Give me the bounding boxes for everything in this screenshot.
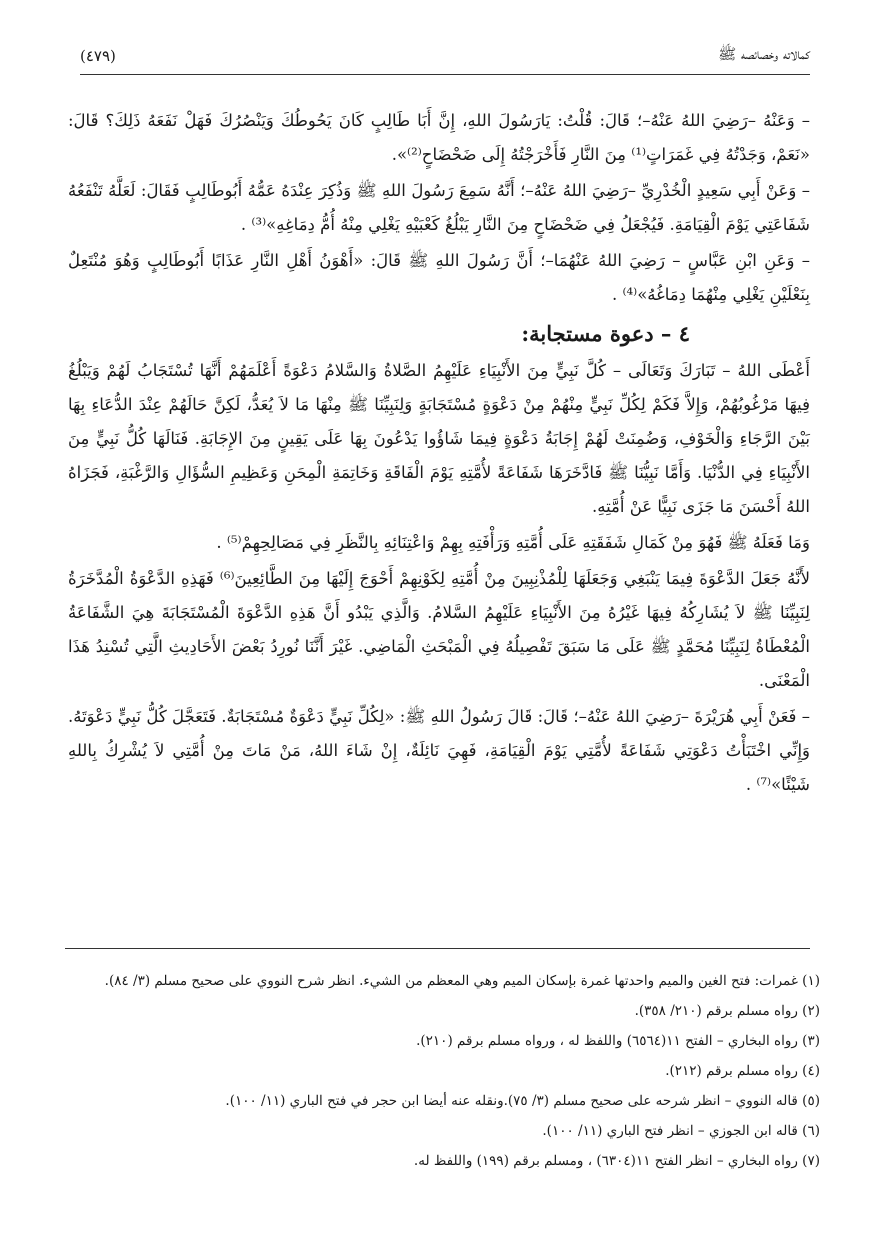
footnote-2: (٢) رواه مسلم برقم (٢١٠/ ٣٥٨). (634, 1003, 820, 1019)
paragraph-hadith-3: – وَعَنِ ابْنِ عَبَّاسٍ – رَضِيَ اللهُ عَنْهُمَا–؛ أَنَّ رَسُولَ اللهِ ﷺ قَالَ: «أَهْوَنُ أَهْلِ النَّارِ عَذَابًا أَبُوطَالِبٍ وَهُوَ مُنْتَعِلٌ بِنَعْلَيْنِ يَغْلِي مِنْهُمَا دِمَاغُهُ»⁽⁴⁾ . (68, 251, 810, 304)
paragraph-hadith-4: – فَعَنْ أَبِي هُرَيْرَةَ –رَضِيَ اللهُ عَنْهُ–؛ قَالَ: قَالَ رَسُولُ اللهِ ﷺ: «لِكُلِّ نَبِيٍّ دَعْوَةٌ مُسْتَجَابَةٌ. فَتَعَجَّلَ كُلُّ نَبِيٍّ دَعْوَتَهُ. وَإِنِّي اخْتَبَأْتُ دَعْوَتِي شَفَاعَةً لأُمَّتِي يَوْمَ الْقِيَامَةِ، فَهِيَ نَائِلَةٌ، إِنْ شَاءَ اللهُ، مَنْ مَاتَ مِنْ أُمَّتِي لاَ يُشْرِكُ بِاللهِ شَيْئًا»⁽⁷⁾ . (68, 707, 810, 794)
paragraph-hadith-1: – وَعَنْهُ –رَضِيَ اللهُ عَنْهُ–؛ قَالَ: قُلْتُ: يَارَسُولَ اللهِ، إِنَّ أَبَا طَالِبٍ كَانَ يَحُوطُكَ وَيَنْصُرُكَ فَهَلْ نَفَعَهُ ذَلِكَ؟ قَالَ: «نَعَمْ، وَجَدْتُهُ فِي غَمَرَاتٍ⁽¹⁾ مِنَ النَّارِ فَأَخْرَجْتُهُ إِلَى ضَحْضَاحٍ⁽²⁾». (68, 111, 810, 164)
footnote-rule (65, 948, 810, 949)
header-rule (80, 74, 810, 75)
paragraph-compassion: وَمَا فَعَلَهُ ﷺ فَهُوَ مِنْ كَمَالِ شَفَقَتِهِ عَلَى أُمَّتِهِ وَرَأْفَتِهِ بِهِمْ وَاعْتِنَائِهِ بِالنَّظَرِ فِي مَصَالِحِهِمْ⁽⁵⁾ . (216, 533, 810, 552)
footnote-6: (٦) قاله ابن الجوزي – انظر فتح الباري (١١/ ١٠٠). (542, 1123, 820, 1139)
footnotes (70, 966, 820, 1176)
paragraph-explanation: لأَنَّهُ جَعَلَ الدَّعْوَةَ فِيمَا يَنْبَغِي وَجَعَلَهَا لِلْمُذْنِبِينَ مِنْ أُمَّتِهِ لِكَوْنِهِمْ أَحْوَجَ إِلَيْهَا مِنَ الطَّائِعِينَ⁽⁶⁾ فَهَذِهِ الدَّعْوَةُ الْمُدَّخَرَةُ لِنَبِيِّنَا ﷺ لاَ يُشَارِكُهُ فِيهَا غَيْرُهُ مِنَ الأَنْبِيَاءِ عَلَيْهِمُ السَّلامُ. وَالَّذِي يَبْدُو أَنَّ هَذِهِ الدَّعْوَةَ الْمُسْتَجَابَةَ هِيَ الشَّفَاعَةُ الْمُعْطَاةُ لِنَبِيِّنَا مُحَمَّدٍ ﷺ عَلَى مَا سَبَقَ تَفْصِيلُهُ فِي الْمَبْحَثِ الْمَاضِي. غَيْرَ أَنَّنَا نُورِدُ بَعْضَ الأَحَادِيثِ الَّتِي تُسْنِدُ هَذَا الْمَعْنَى. (68, 569, 810, 690)
page-number: (٤٧٩) (80, 47, 116, 65)
footnote-1: (١) غمرات: فتح الغين والميم واحدتها غمرة بإسكان الميم وهي المعظم من الشيء. انظر شرح النووي على صحيح مسلم (٣/ ٨٤). (104, 973, 820, 989)
footnote-7: (٧) رواه البخاري – انظر الفتح ١١(٦٣٠٤) ، ومسلم برقم (١٩٩) واللفظ له. (413, 1153, 820, 1169)
section-heading: ٤ – دعوة مستجابة: (521, 321, 690, 346)
paragraph-intro: أَعْطَى اللهُ – تَبَارَكَ وَتَعَالَى – كُلَّ نَبِيٍّ مِنَ الأَنْبِيَاءِ عَلَيْهِمُ الصَّلاةُ وَالسَّلامُ دَعْوَةً أَعْلَمَهُمْ أَنَّهَا تُسْتَجَابُ لَهُمْ وَيَبْلُغُ فِيهَا مَرْغُوبُهُمْ، وَإِلاَّ فَكَمْ لِكُلِّ نَبِيٍّ مِنْهُمْ مِنْ دَعْوَةٍ مُسْتَجَابَةٍ وَلِنَبِيِّنَا ﷺ مِنْهَا مَا لاَ يُعَدُّ، لَكِنَّ حَالَهُمْ عِنْدَ الدُّعَاءِ بِهَا بَيْنَ الرَّجَاءِ وَالْخَوْفِ، وَضُمِنَتْ لَهُمْ إِجَابَةُ دَعْوَةٍ فِيمَا شَاؤُوا يَدْعُونَ بِهَا عَلَى يَقِينٍ مِنَ الإِجَابَةِ. فَنَالَهَا كُلُّ نَبِيٍّ مِنَ الأَنْبِيَاءِ فِي الدُّنْيَا. وَأَمَّا نَبِيُّنَا ﷺ فَادَّخَرَهَا شَفَاعَةً لأُمَّتِهِ يَوْمَ الْفَاقَةِ وَخَاتِمَةِ الْمِحَنِ وَعَظِيمِ السُّؤَالِ وَالرَّغْبَةِ، فَجَزَاهُ اللهُ أَحْسَنَ مَا جَزَى نَبِيًّا عَنْ أُمَّتِهِ. (68, 361, 810, 516)
paragraph-hadith-2: – وَعَنْ أَبِي سَعِيدٍ الْخُدْرِيِّ –رَضِيَ اللهُ عَنْهُ–؛ أَنَّهُ سَمِعَ رَسُولَ اللهِ ﷺ وَذُكِرَ عِنْدَهُ عَمُّهُ أَبُوطَالِبٍ فَقَالَ: لَعَلَّهُ تَنْفَعُهُ شَفَاعَتِي يَوْمَ الْقِيَامَةِ. فَيُجْعَلُ فِي ضَحْضَاحٍ مِنَ النَّارِ يَبْلُغُ كَعْبَيْهِ يَغْلِي مِنْهُ أُمُّ دِمَاغِهِ»⁽³⁾ . (68, 181, 810, 234)
footnote-3: (٣) رواه البخاري – الفتح ١١(٦٥٦٤) واللفظ له ، ورواه مسلم برقم (٢١٠). (416, 1033, 820, 1049)
chapter-title: كمالاته وخصائصه ﷺ (718, 45, 810, 63)
footnote-5: (٥) قاله النووي – انظر شرحه على صحيح مسلم (٣/ ٧٥).ونقله عنه أيضا ابن حجر في فتح الباري (١١/ ١٠٠). (225, 1093, 820, 1109)
running-header (80, 40, 810, 72)
main-text (68, 104, 810, 804)
footnote-4: (٤) رواه مسلم برقم (٢١٢). (665, 1063, 820, 1079)
